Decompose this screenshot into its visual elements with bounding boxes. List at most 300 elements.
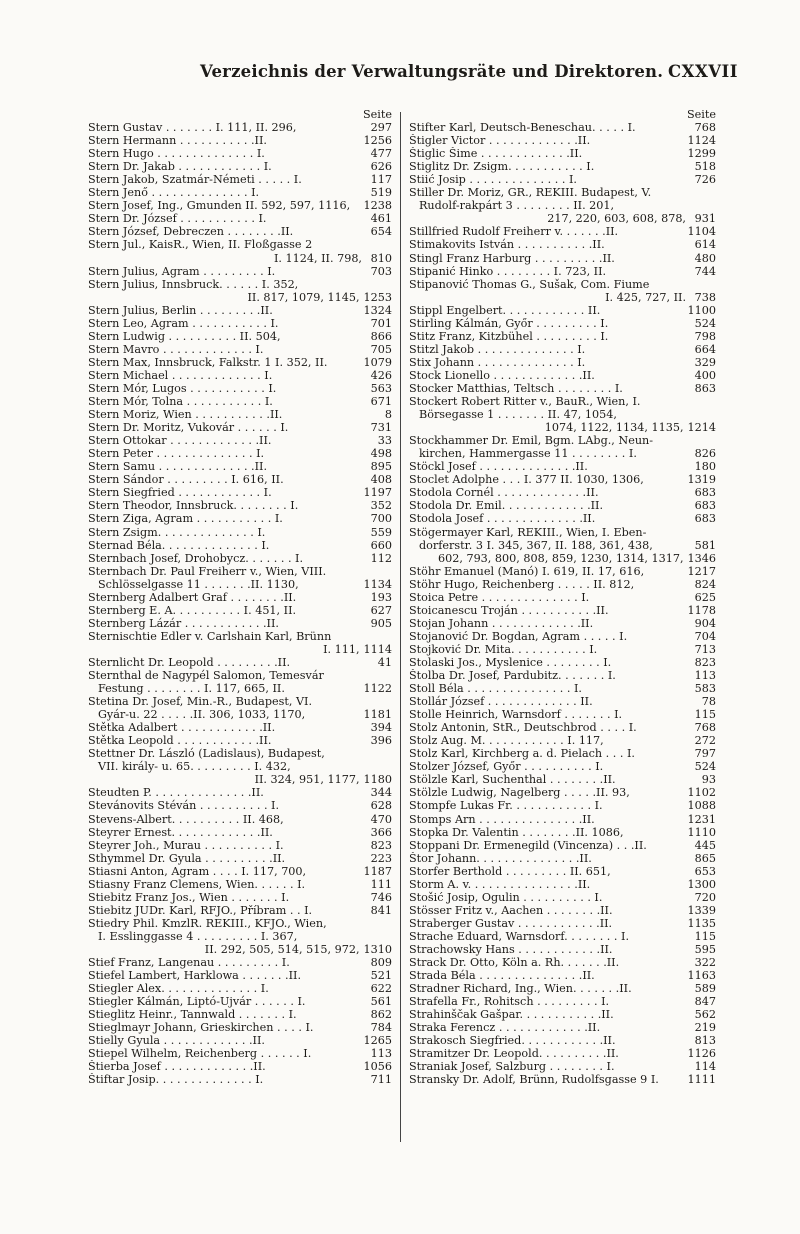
entry-text: Stern Samu . . . . . . . . . . . . . .II. bbox=[88, 460, 268, 474]
index-entry bbox=[88, 1073, 392, 1086]
entry-page-number: 33 bbox=[377, 434, 392, 448]
index-entry bbox=[88, 904, 392, 917]
index-entry bbox=[88, 878, 392, 891]
index-entry bbox=[409, 839, 716, 852]
index-entry bbox=[88, 786, 392, 799]
entry-page-number: 683 bbox=[694, 499, 716, 513]
entry-page-number: 701 bbox=[370, 316, 392, 330]
entry-text: Stitzl Jakob . . . . . . . . . . . . . . I. bbox=[409, 342, 586, 356]
entry-text: Stern Julius, Agram . . . . . . . . . I. bbox=[88, 264, 276, 278]
entry-text: Stern József, Debreczen . . . . . . . .II. bbox=[88, 225, 294, 239]
index-entry bbox=[409, 147, 716, 160]
entry-page-number: 322 bbox=[694, 956, 716, 970]
entry-text: Stiglitz Dr. Zsigm. . . . . . . . . . . I. bbox=[409, 160, 595, 174]
entry-text: Stiedry Phil. KmzlR. REKIII., KFJO., Wien, bbox=[88, 916, 327, 930]
entry-text: Stoicanescu Troján . . . . . . . . . . .II. bbox=[409, 603, 609, 617]
index-entry bbox=[409, 121, 716, 134]
index-entry bbox=[409, 591, 716, 604]
entry-page-number: 904 bbox=[694, 616, 716, 630]
entry-text: Stoclet Adolphe . . . I. 377 II. 1030, 1306, bbox=[409, 473, 644, 487]
entry-text: Stollár József . . . . . . . . . . . . . II. bbox=[409, 695, 593, 709]
entry-text: Stillfried Rudolf Freiherr v. . . . . . .II. bbox=[409, 225, 619, 239]
index-entry bbox=[88, 1047, 392, 1060]
entry-page-number: 524 bbox=[694, 316, 716, 330]
index-entry bbox=[88, 721, 392, 734]
index-entry bbox=[409, 512, 716, 525]
entry-text: Steyrer Ernest. . . . . . . . . . . . .II. bbox=[88, 825, 273, 839]
entry-text: Stief Franz, Langenau . . . . . . . . . I. bbox=[88, 956, 290, 970]
index-entry bbox=[88, 799, 392, 812]
index-entry bbox=[409, 499, 716, 512]
entry-text: Gyár-u. 22 . . . . .II. 306, 1033, 1170, bbox=[98, 708, 306, 722]
index-entry bbox=[88, 982, 392, 995]
entry-page-number: 115 bbox=[694, 929, 716, 943]
index-entry bbox=[88, 173, 392, 186]
index-entry bbox=[409, 917, 716, 930]
index-entry bbox=[409, 956, 716, 969]
index-entry bbox=[88, 747, 392, 760]
page-number: CXXVII bbox=[668, 62, 738, 81]
entry-text: Stern Mór, Lugos . . . . . . . . . . . I. bbox=[88, 381, 277, 395]
entry-text: Stětka Adalbert . . . . . . . . . . . .II. bbox=[88, 721, 276, 735]
entry-page-number: 703 bbox=[370, 264, 392, 278]
index-entry bbox=[409, 160, 716, 173]
entry-text: Štierba Josef . . . . . . . . . . . . .II. bbox=[88, 1060, 266, 1074]
index-entry bbox=[88, 578, 392, 591]
entry-page-number: 1079 bbox=[363, 355, 392, 369]
index-entry bbox=[88, 708, 392, 721]
entry-text: Stetina Dr. Josef, Min.-R., Budapest, VI. bbox=[88, 695, 313, 709]
index-entry bbox=[409, 852, 716, 865]
index-entry bbox=[88, 552, 392, 565]
entry-text: Stoica Petre . . . . . . . . . . . . . . I. bbox=[409, 590, 590, 604]
entry-text: Stodola Cornél . . . . . . . . . . . . .II. bbox=[409, 486, 599, 500]
entry-page-number: 627 bbox=[370, 603, 392, 617]
entry-page-number: 408 bbox=[370, 473, 392, 487]
index-entry bbox=[409, 421, 716, 434]
entry-text: Sternad Béla. . . . . . . . . . . . . . I. bbox=[88, 538, 270, 552]
index-entry bbox=[409, 747, 716, 760]
entry-page-number: 41 bbox=[377, 655, 392, 669]
entry-text: Stiegler Kálmán, Liptó-Ujvár . . . . . . I. bbox=[88, 995, 306, 1009]
entry-text: Sternlicht Dr. Leopold . . . . . . . . .II. bbox=[88, 655, 291, 669]
index-entry bbox=[88, 695, 392, 708]
index-entry bbox=[409, 225, 716, 238]
entry-text: Stodola Dr. Emil. . . . . . . . . . . . .II. bbox=[409, 499, 604, 513]
entry-text: Stolzer József, Győr . . . . . . . . . . I. bbox=[409, 760, 604, 774]
entry-page-number: 671 bbox=[370, 395, 392, 409]
index-entry bbox=[88, 1034, 392, 1047]
entry-page-number: 813 bbox=[694, 1034, 716, 1048]
entry-text: Stiasny Franz Clemens, Wien. . . . . . I. bbox=[88, 877, 306, 891]
entry-page-number: 1126 bbox=[687, 1047, 716, 1061]
index-entry bbox=[88, 852, 392, 865]
index-entry bbox=[88, 1008, 392, 1021]
index-entry bbox=[88, 395, 392, 408]
index-entry bbox=[88, 617, 392, 630]
entry-text: Sternberg Adalbert Graf . . . . . . . .II. bbox=[88, 590, 297, 604]
entry-text: Stern Ziga, Agram . . . . . . . . . . . I. bbox=[88, 512, 283, 526]
index-entry bbox=[88, 317, 392, 330]
entry-text: Börsegasse 1 . . . . . . . II. 47, 1054, bbox=[419, 408, 617, 422]
index-entry bbox=[88, 473, 392, 486]
entry-text: Strada Béla . . . . . . . . . . . . . . .II. bbox=[409, 969, 595, 983]
index-entry bbox=[88, 212, 392, 225]
entry-page-number: 862 bbox=[370, 1008, 392, 1022]
entry-text: Stolz Aug. M. . . . . . . . . . . . I. 117, bbox=[409, 734, 604, 748]
index-entry bbox=[88, 773, 392, 786]
entry-page-number: 720 bbox=[694, 890, 716, 904]
entry-text: Rudolf-rakpárt 3 . . . . . . . . II. 201, bbox=[419, 199, 615, 213]
entry-text: Stern Julius, Innsbruck. . . . . . I. 352, bbox=[88, 277, 299, 291]
index-entry bbox=[88, 591, 392, 604]
index-entry bbox=[88, 460, 392, 473]
entry-text: Štiglic Šime . . . . . . . . . . . . .II. bbox=[409, 147, 583, 161]
index-entry bbox=[88, 343, 392, 356]
entry-text: Stipanović Thomas G., Sušak, Com. Fiume bbox=[409, 277, 650, 291]
entry-page-number: 1111 bbox=[687, 1073, 716, 1087]
entry-page-number: 180 bbox=[694, 460, 716, 474]
entry-text: Stern Jul., KaisR., Wien, II. Floßgasse 2 bbox=[88, 238, 313, 252]
index-entry bbox=[409, 252, 716, 265]
index-entry bbox=[409, 212, 716, 225]
entry-text: Stern Hugo . . . . . . . . . . . . . . I. bbox=[88, 147, 265, 161]
index-entry bbox=[409, 656, 716, 669]
entry-text: Stösser Fritz v., Aachen . . . . . . . .II. bbox=[409, 903, 613, 917]
index-entry bbox=[409, 930, 716, 943]
entry-text: 217, 220, 603, 608, 878, bbox=[547, 212, 686, 226]
entry-text: II. 292, 505, 514, 515, 972, bbox=[204, 943, 360, 956]
entry-page-number: 768 bbox=[694, 121, 716, 135]
entry-text: Stradner Richard, Ing., Wien. . . . . . .II. bbox=[409, 982, 632, 996]
entry-page-number: 1134 bbox=[363, 577, 392, 591]
entry-text: Stettner Dr. László (Ladislaus), Budapest, bbox=[88, 747, 325, 761]
index-entry bbox=[88, 121, 392, 134]
index-entry bbox=[88, 486, 392, 499]
entry-page-number: 895 bbox=[370, 460, 392, 474]
index-entry bbox=[88, 421, 392, 434]
entry-page-number: 797 bbox=[694, 747, 716, 761]
index-entry bbox=[409, 1008, 716, 1021]
entry-page-number: 664 bbox=[694, 342, 716, 356]
entry-page-number: 1324 bbox=[363, 303, 392, 317]
index-entry bbox=[88, 734, 392, 747]
entry-page-number: 1056 bbox=[363, 1060, 392, 1074]
entry-page-number: 625 bbox=[694, 590, 716, 604]
index-entry bbox=[88, 512, 392, 525]
entry-page-number: 78 bbox=[701, 695, 716, 709]
index-entry bbox=[88, 995, 392, 1008]
entry-page-number: 426 bbox=[370, 368, 392, 382]
entry-page-number: 344 bbox=[370, 786, 392, 800]
entry-page-number: 1114 bbox=[363, 642, 392, 656]
entry-page-number: 113 bbox=[370, 1047, 392, 1061]
index-entry bbox=[409, 434, 716, 447]
entry-page-number: 746 bbox=[370, 890, 392, 904]
entry-page-number: 219 bbox=[694, 1021, 716, 1035]
entry-text: Stolz Antonin, StR., Deutschbrod . . . . I. bbox=[409, 721, 637, 735]
entry-text: 602, 793, 800, 808, 859, 1230, 1314, 1317, bbox=[437, 551, 684, 565]
seite-label: Seite bbox=[363, 108, 392, 121]
index-entry bbox=[409, 343, 716, 356]
entry-text: Stolle Heinrich, Warnsdorf . . . . . . . I. bbox=[409, 708, 623, 722]
index-entry bbox=[88, 408, 392, 421]
entry-page-number: 117 bbox=[370, 173, 392, 187]
entry-text: Stolz Karl, Kirchberg a. d. Pielach . . . I. bbox=[409, 747, 635, 761]
entry-page-number: 583 bbox=[694, 682, 716, 696]
index-entry bbox=[409, 395, 716, 408]
entry-text: Stiller Dr. Moriz, GR., REKIII. Budapest, V. bbox=[409, 186, 652, 200]
entry-text: II. 324, 951, 1177, bbox=[254, 773, 360, 787]
entry-text: Stoll Béla . . . . . . . . . . . . . . . I. bbox=[409, 682, 582, 696]
entry-page-number: 1253 bbox=[363, 290, 392, 304]
entry-page-number: 589 bbox=[694, 982, 716, 996]
entry-page-number: 1319 bbox=[687, 473, 716, 487]
entry-text: Stock Lionello . . . . . . . . . . . . .II. bbox=[409, 368, 595, 382]
index-entry bbox=[88, 669, 392, 682]
entry-text: Stix Johann . . . . . . . . . . . . . . I. bbox=[409, 355, 586, 369]
entry-page-number: 931 bbox=[694, 212, 716, 226]
index-entry bbox=[88, 891, 392, 904]
entry-page-number: 1300 bbox=[687, 877, 716, 891]
entry-text: Stevens-Albert. . . . . . . . . . II. 468, bbox=[88, 812, 284, 826]
index-entry bbox=[409, 265, 716, 278]
entry-text: Stern Julius, Berlin . . . . . . . . .II. bbox=[88, 303, 273, 317]
entry-text: Sternbach Dr. Paul Freiherr v., Wien, VIII. bbox=[88, 564, 327, 578]
index-entry bbox=[88, 604, 392, 617]
index-entry bbox=[88, 356, 392, 369]
entry-text: Sthymmel Dr. Gyula . . . . . . . . . .II. bbox=[88, 851, 286, 865]
entry-page-number: 1180 bbox=[363, 773, 392, 787]
index-entry bbox=[409, 786, 716, 799]
index-entry bbox=[88, 238, 392, 251]
entry-page-number: 1122 bbox=[363, 682, 392, 696]
entry-text: Schlösselgasse 11 . . . . . . .II. 1130, bbox=[98, 577, 299, 591]
index-entry bbox=[88, 225, 392, 238]
index-entry bbox=[88, 252, 392, 265]
index-entry bbox=[409, 1021, 716, 1034]
index-entry bbox=[409, 969, 716, 982]
entry-text: Stitz Franz, Kitzbühel . . . . . . . . . I. bbox=[409, 329, 609, 343]
entry-page-number: 1187 bbox=[363, 864, 392, 878]
index-entry bbox=[409, 826, 716, 839]
entry-text: Stern Moriz, Wien . . . . . . . . . . .II. bbox=[88, 408, 283, 422]
entry-page-number: 581 bbox=[694, 538, 716, 552]
entry-text: Stölzle Ludwig, Nagelberg . . . . .II. 93, bbox=[409, 786, 630, 800]
index-entry bbox=[88, 147, 392, 160]
entry-text: Stippl Engelbert. . . . . . . . . . . . II. bbox=[409, 303, 601, 317]
entry-text: Sternischtie Edler v. Carlshain Karl, Brünn bbox=[88, 629, 332, 643]
index-entry bbox=[409, 734, 716, 747]
index-entry bbox=[88, 434, 392, 447]
entry-text: Straniak Josef, Salzburg . . . . . . . . I. bbox=[409, 1060, 615, 1074]
entry-text: Strack Dr. Otto, Köln a. Rh. . . . . . .II. bbox=[409, 956, 620, 970]
index-entry bbox=[409, 995, 716, 1008]
entry-page-number: 809 bbox=[370, 956, 392, 970]
index-entry bbox=[409, 1073, 716, 1086]
entry-page-number: 905 bbox=[370, 616, 392, 630]
entry-text: Stern Jenő . . . . . . . . . . . . . . I. bbox=[88, 186, 260, 200]
index-entry bbox=[88, 382, 392, 395]
entry-page-number: 519 bbox=[370, 186, 392, 200]
entry-text: Festung . . . . . . . . I. 117, 665, II. bbox=[98, 682, 285, 696]
index-entry bbox=[409, 630, 716, 643]
entry-text: Stifter Karl, Deutsch-Beneschau. . . . . I. bbox=[409, 121, 636, 135]
entry-page-number: 297 bbox=[370, 121, 392, 135]
index-entry bbox=[88, 565, 392, 578]
entry-text: Stojan Johann . . . . . . . . . . . . .II. bbox=[409, 616, 594, 630]
entry-page-number: 622 bbox=[370, 982, 392, 996]
entry-text: Stiepel Wilhelm, Reichenberg . . . . . . I. bbox=[88, 1047, 312, 1061]
entry-page-number: 559 bbox=[370, 525, 392, 539]
entry-page-number: 1181 bbox=[363, 708, 392, 722]
entry-text: Stiić Josip . . . . . . . . . . . . . . I. bbox=[409, 173, 577, 187]
entry-page-number: 614 bbox=[694, 238, 716, 252]
entry-text: Stoppani Dr. Ermenegild (Vincenza) . . .II. bbox=[409, 838, 647, 852]
index-entry bbox=[409, 330, 716, 343]
index-entry bbox=[88, 956, 392, 969]
index-entry bbox=[409, 799, 716, 812]
entry-text: Stern Dr. Moritz, Vukovár . . . . . . I. bbox=[88, 421, 289, 435]
entry-text: Strahinščak Gašpar. . . . . . . . . . . .II. bbox=[409, 1008, 614, 1022]
entry-page-number: 1310 bbox=[363, 943, 392, 956]
index-entry bbox=[409, 486, 716, 499]
entry-text: Stern Michael . . . . . . . . . . . . . I. bbox=[88, 368, 273, 382]
index-entry bbox=[409, 369, 716, 382]
entry-page-number: 394 bbox=[370, 721, 392, 735]
index-entry bbox=[88, 304, 392, 317]
index-entry bbox=[88, 1021, 392, 1034]
entry-text: Stölzle Karl, Suchenthal . . . . . . . .II. bbox=[409, 773, 616, 787]
entry-page-number: 826 bbox=[694, 447, 716, 461]
index-entry bbox=[88, 760, 392, 773]
entry-text: II. 817, 1079, 1145, bbox=[247, 290, 360, 304]
entry-page-number: 1256 bbox=[363, 134, 392, 148]
entry-page-number: 518 bbox=[694, 160, 716, 174]
index-entry bbox=[88, 539, 392, 552]
index-entry bbox=[88, 643, 392, 656]
entry-text: Stocker Matthias, Teltsch . . . . . . . . I. bbox=[409, 381, 623, 395]
index-entry bbox=[409, 304, 716, 317]
index-entry bbox=[88, 134, 392, 147]
entry-text: Straberger Gustav . . . . . . . . . . . .II. bbox=[409, 916, 613, 930]
index-entry bbox=[409, 565, 716, 578]
entry-page-number: 628 bbox=[370, 799, 392, 813]
index-entry bbox=[88, 278, 392, 291]
entry-page-number: 731 bbox=[370, 421, 392, 435]
entry-text: Stimakovits István . . . . . . . . . . .II. bbox=[409, 238, 605, 252]
entry-page-number: 700 bbox=[370, 512, 392, 526]
entry-page-number: 654 bbox=[370, 225, 392, 239]
entry-text: Stětka Leopold . . . . . . . . . . . .II. bbox=[88, 734, 272, 748]
entry-text: Stompfe Lukas Fr. . . . . . . . . . . . I. bbox=[409, 799, 603, 813]
index-entry bbox=[409, 760, 716, 773]
entry-text: Stern Dr. Jakab . . . . . . . . . . . . I. bbox=[88, 160, 272, 174]
entry-page-number: 683 bbox=[694, 512, 716, 526]
entry-page-number: 1231 bbox=[687, 812, 716, 826]
entry-text: Štor Johann. . . . . . . . . . . . . . .II. bbox=[409, 851, 592, 865]
index-entry bbox=[88, 499, 392, 512]
index-entry bbox=[409, 356, 716, 369]
entry-text: Stern Theodor, Innsbruck. . . . . . . . I. bbox=[88, 499, 299, 513]
entry-text: Stolaski Jos., Myslenice . . . . . . . . I. bbox=[409, 655, 612, 669]
index-entry bbox=[409, 134, 716, 147]
entry-text: Steudten P. . . . . . . . . . . . . . .II. bbox=[88, 786, 264, 800]
entry-text: Steyrer Joh., Murau . . . . . . . . . . I. bbox=[88, 838, 284, 852]
index-entry bbox=[88, 447, 392, 460]
entry-page-number: 866 bbox=[370, 329, 392, 343]
index-entry bbox=[409, 186, 716, 199]
entry-text: Stielly Gyula . . . . . . . . . . . . .II. bbox=[88, 1034, 265, 1048]
entry-text: kirchen, Hammergasse 11 . . . . . . . . I. bbox=[419, 447, 637, 461]
index-entry bbox=[409, 199, 716, 212]
index-entry bbox=[409, 578, 716, 591]
index-entry bbox=[88, 826, 392, 839]
entry-page-number: 744 bbox=[694, 264, 716, 278]
entry-page-number: 1238 bbox=[363, 199, 392, 213]
entry-text: Strachowsky Hans . . . . . . . . . . . .II. bbox=[409, 943, 613, 956]
index-entry bbox=[88, 839, 392, 852]
entry-text: Štolba Dr. Josef, Pardubitz. . . . . . . I. bbox=[409, 669, 616, 683]
entry-page-number: 480 bbox=[694, 251, 716, 265]
entry-page-number: 1178 bbox=[687, 603, 716, 617]
entry-page-number: 562 bbox=[694, 1008, 716, 1022]
index-entry bbox=[88, 291, 392, 304]
seite-label: Seite bbox=[687, 108, 716, 121]
index-entry bbox=[88, 199, 392, 212]
entry-page-number: 713 bbox=[694, 642, 716, 656]
entry-page-number: 1104 bbox=[687, 225, 716, 239]
entry-page-number: 841 bbox=[370, 903, 392, 917]
entry-text: Stern Mór, Tolna . . . . . . . . . . . I. bbox=[88, 395, 273, 409]
entry-text: I. 425, 727, II. bbox=[605, 290, 686, 304]
entry-text: Storm A. v. . . . . . . . . . . . . . . .II. bbox=[409, 877, 591, 891]
entry-page-number: 1088 bbox=[687, 799, 716, 813]
entry-page-number: 824 bbox=[694, 577, 716, 591]
entry-text: Stöhr Hugo, Reichenberg . . . . . II. 812, bbox=[409, 577, 635, 591]
entry-page-number: 847 bbox=[694, 995, 716, 1009]
entry-text: Stockhammer Dr. Emil, Bgm. LAbg., Neun- bbox=[409, 434, 654, 448]
entry-text: Štigler Victor . . . . . . . . . . . . .II. bbox=[409, 134, 591, 148]
entry-page-number: 1265 bbox=[363, 1034, 392, 1048]
entry-page-number: 352 bbox=[370, 499, 392, 513]
entry-page-number: 400 bbox=[694, 368, 716, 382]
entry-text: Stošić Josip, Ogulin . . . . . . . . . . I. bbox=[409, 890, 603, 904]
index-entry bbox=[409, 982, 716, 995]
entry-text: Stransky Dr. Adolf, Brünn, Rudolfsgasse 9 I. bbox=[409, 1073, 659, 1087]
entry-text: I. 111, bbox=[323, 642, 360, 656]
index-entry bbox=[409, 943, 716, 956]
entry-page-number: 1214 bbox=[687, 421, 716, 435]
entry-page-number: 768 bbox=[694, 721, 716, 735]
entry-text: Stojković Dr. Mita. . . . . . . . . . . I. bbox=[409, 642, 598, 656]
entry-page-number: 653 bbox=[694, 864, 716, 878]
index-entry bbox=[409, 891, 716, 904]
entry-text: Stern Ludwig . . . . . . . . . . II. 504, bbox=[88, 329, 281, 343]
entry-page-number: 1163 bbox=[687, 969, 716, 983]
entry-text: Stingl Franz Harburg . . . . . . . . . .II. bbox=[409, 251, 615, 265]
entry-page-number: 111 bbox=[370, 877, 392, 891]
entry-page-number: 113 bbox=[694, 669, 716, 683]
entry-text: Stevánovits Stéván . . . . . . . . . . I. bbox=[88, 799, 280, 813]
entry-text: Stiegler Alex. . . . . . . . . . . . . . I. bbox=[88, 982, 269, 996]
index-entry bbox=[409, 904, 716, 917]
index-entry bbox=[409, 643, 716, 656]
index-entry bbox=[409, 865, 716, 878]
entry-text: Stern Peter . . . . . . . . . . . . . . I. bbox=[88, 447, 265, 461]
entry-page-number: 1346 bbox=[687, 551, 716, 565]
index-entry bbox=[88, 186, 392, 199]
